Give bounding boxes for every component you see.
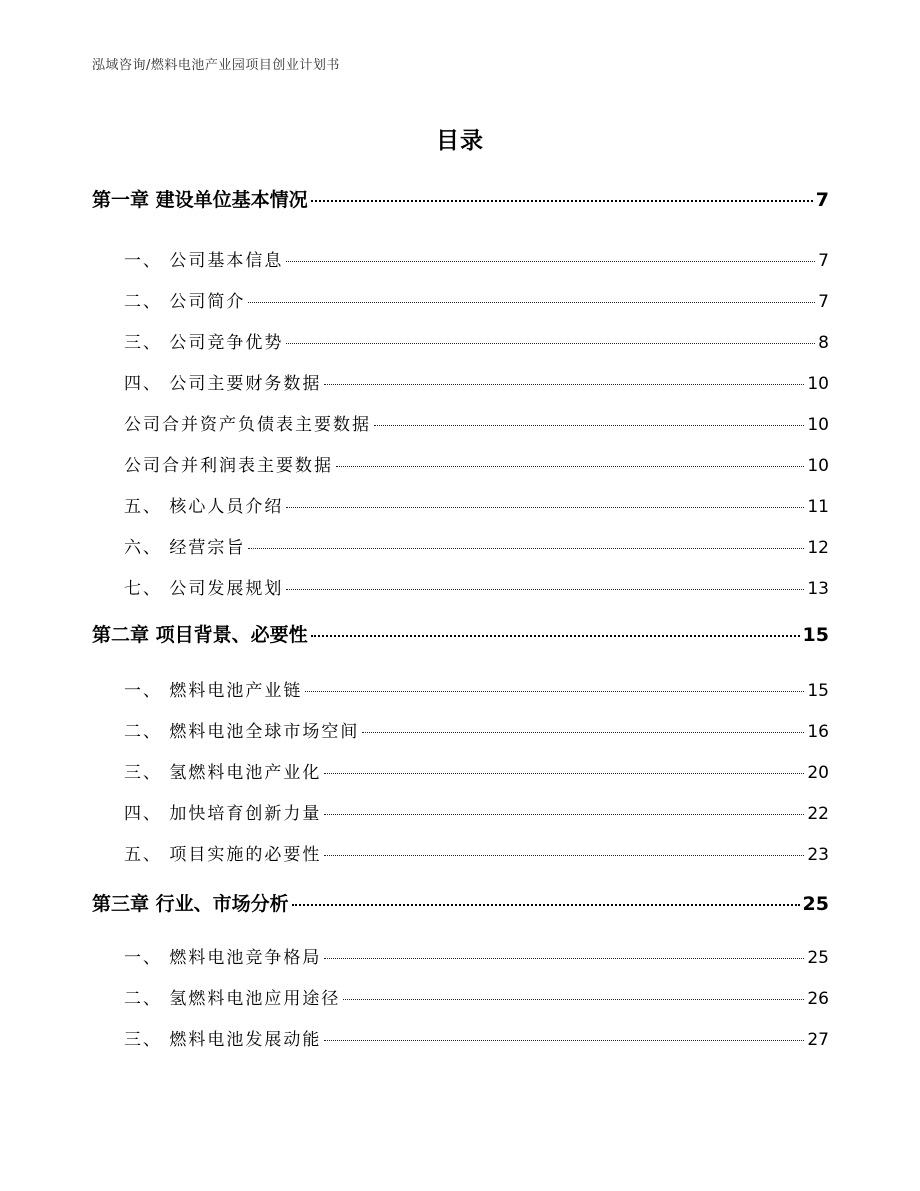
toc-entry-label: 公司合并利润表主要数据 [124,456,333,476]
toc-entry-page: 16 [807,722,829,742]
toc-entry-page: 11 [807,497,829,517]
toc-entry-label: 第二章 项目背景、必要性 [92,624,308,646]
toc-entry-label: 一、 燃料电池产业链 [124,681,303,701]
toc-entry-label: 一、 公司基本信息 [124,251,284,271]
toc-entry-page: 15 [807,681,829,701]
toc-entry-label: 三、 氢燃料电池产业化 [124,763,322,783]
toc-entry-page: 10 [807,456,829,476]
toc-entry-page: 20 [807,763,829,783]
toc-section-1-7[interactable] [124,574,829,598]
toc-section-1-1[interactable] [124,246,829,270]
toc-chapter-2[interactable] [92,620,829,648]
toc-chapter-1[interactable] [92,185,829,213]
dot-leader [292,904,800,906]
toc-entry-page: 13 [807,579,829,599]
dot-leader [305,691,804,692]
dot-leader [248,302,815,303]
dot-leader [286,507,804,508]
toc-section-2-4[interactable] [124,799,829,823]
toc-entry-label: 四、 加快培育创新力量 [124,804,322,824]
toc-section-1-2[interactable] [124,287,829,311]
toc-entry-label: 公司合并资产负债表主要数据 [124,415,371,435]
toc-section-1-5[interactable] [124,492,829,516]
dot-leader [286,343,815,344]
toc-entry-page: 25 [802,893,829,915]
toc-entry-page: 23 [807,845,829,865]
dot-leader [324,855,804,856]
toc-section-3-1[interactable] [124,943,829,967]
toc-entry-label: 二、 燃料电池全球市场空间 [124,722,360,742]
dot-leader [311,635,800,637]
dot-leader [324,773,804,774]
toc-subsection-income-statement[interactable] [124,451,829,475]
toc-entry-label: 第三章 行业、市场分析 [92,893,289,915]
toc-entry-page: 7 [815,189,829,211]
toc-entry-label: 六、 经营宗旨 [124,538,246,558]
toc-section-2-3[interactable] [124,758,829,782]
toc-section-1-4[interactable] [124,369,829,393]
toc-entry-page: 15 [802,624,829,646]
dot-leader [324,1040,804,1041]
running-header: 泓域咨询/燃料电池产业园项目创业计划书 [92,58,340,73]
toc-entry-page: 26 [807,989,829,1009]
toc-entry-page: 25 [807,948,829,968]
dot-leader [324,958,804,959]
toc-entry-label: 三、 公司竞争优势 [124,333,284,353]
toc-entry-page: 27 [807,1030,829,1050]
toc-section-3-3[interactable] [124,1025,829,1049]
toc-section-3-2[interactable] [124,984,829,1008]
toc-entry-page: 7 [818,251,829,271]
toc-entry-page: 22 [807,804,829,824]
toc-entry-label: 三、 燃料电池发展动能 [124,1030,322,1050]
dot-leader [248,548,804,549]
dot-leader [311,200,813,202]
toc-section-1-3[interactable] [124,328,829,352]
toc-section-2-2[interactable] [124,717,829,741]
dot-leader [324,384,804,385]
dot-leader [336,466,804,467]
toc-entry-label: 五、 项目实施的必要性 [124,845,322,865]
toc-entry-label: 四、 公司主要财务数据 [124,374,322,394]
toc-title: 目录 [436,128,484,154]
toc-entry-label: 五、 核心人员介绍 [124,497,284,517]
toc-entry-label: 二、 公司简介 [124,292,246,312]
dot-leader [324,814,804,815]
toc-section-1-6[interactable] [124,533,829,557]
dot-leader [286,261,815,262]
toc-entry-page: 8 [818,333,829,353]
toc-chapter-3[interactable] [92,889,829,917]
toc-entry-label: 第一章 建设单位基本情况 [92,189,308,211]
toc-entry-page: 12 [807,538,829,558]
toc-entry-page: 10 [807,415,829,435]
toc-entry-page: 7 [818,292,829,312]
toc-entry-label: 二、 氢燃料电池应用途径 [124,989,341,1009]
dot-leader [286,589,804,590]
toc-section-2-5[interactable] [124,840,829,864]
toc-entry-label: 一、 燃料电池竞争格局 [124,948,322,968]
toc-entry-label: 七、 公司发展规划 [124,579,284,599]
toc-entry-page: 10 [807,374,829,394]
dot-leader [374,425,804,426]
toc-subsection-balance-sheet[interactable] [124,410,829,434]
dot-leader [343,999,804,1000]
toc-section-2-1[interactable] [124,676,829,700]
dot-leader [362,732,804,733]
